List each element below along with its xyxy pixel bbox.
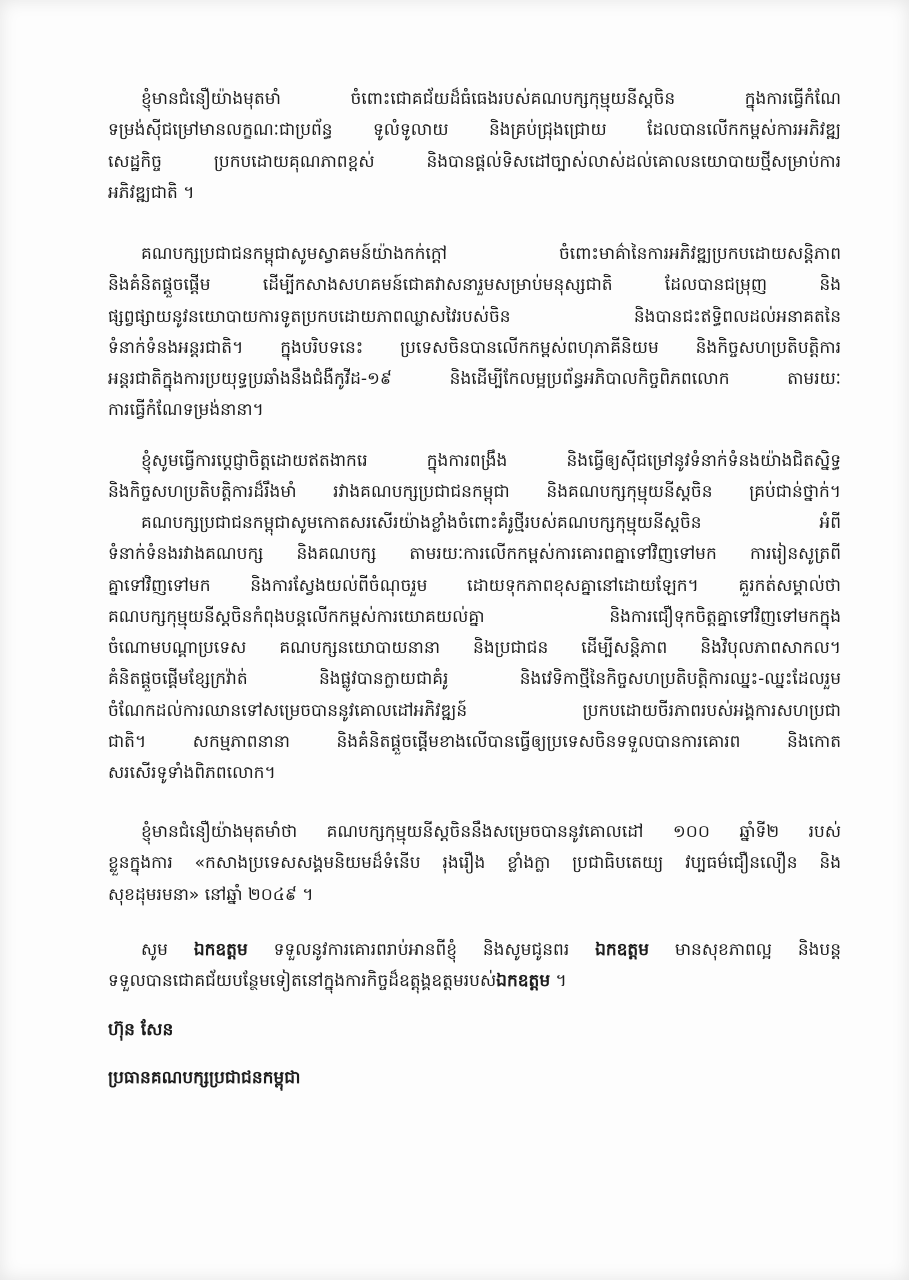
paragraph-2-line-1: គណបក្សប្រជាជនកម្ពុជាសូមស្វាគមន៍យ៉ាងកក់ក្ដៅ ចំពោះមាគ៌ានៃការអភិវឌ្ឍប្រកបដោយសន្តិភាព [141, 244, 841, 264]
paragraph-4-line-8: ជាតិ។ សកម្មភាពនានា និងគំនិតផ្ដួចផ្ដើមខាងលើបានធ្វើឲ្យប្រទេសចិនទទួលបានការគោរព និងកោត [108, 732, 841, 753]
paragraph-5-line-1: ខ្ញុំមានជំនឿយ៉ាងមុតមាំថា គណបក្សកុម្មុយនីស្តចិននឹងសម្រេចបាននូវគោលដៅ ១០០ ឆ្នាំទី២ របស់ [141, 822, 841, 842]
paragraph-4-line-9: សរសើរទូទាំងពិភពលោក។ [108, 763, 276, 784]
closing-paragraph [108, 935, 841, 998]
honorific-excellency: ឯកឧត្តម [193, 940, 248, 960]
paragraph-4-line-3: គ្នាទៅវិញទៅមក និងការស្វែងយល់ពីចំណុចរួម ដោយទុកភាពខុសគ្នានៅដោយឡែក។ គួរកត់សម្គាល់ថា [108, 575, 841, 596]
honorific-excellency: ឯកឧត្តម [595, 940, 650, 960]
paragraph-4-line-6: គំនិតផ្ដួចផ្ដើមខ្សែក្រវ៉ាត់ និងផ្លូវបានក្លាយជាគំរូ និងវេទិកាថ្មីនៃកិច្ចសហប្រតិបត្តិការឈ្នះ-ឈ្នះដែលរួម [108, 669, 841, 690]
honorific-excellency: ឯកឧត្តម [496, 971, 551, 992]
paragraph-4-line-7: ចំណែកដល់ការឈានទៅសម្រេចបាននូវគោលដៅអភិវឌ្ឍន៍ ប្រកបដោយចីរភាពរបស់អង្គការសហប្រជា [108, 700, 841, 721]
paragraph-4-line-1: គណបក្សប្រជាជនកម្ពុជាសូមកោតសរសើរយ៉ាងខ្លាំងចំពោះគំរូថ្មីរបស់គណបក្សកុម្មុយនីស្តចិន អំពី [141, 513, 841, 533]
closing-line-2-text-1: ទទួលបានជោគជ័យបន្ថែមទៀតនៅក្នុងការកិច្ចដ៏ឧត្តុង្គឧត្តមរបស់ [108, 971, 497, 992]
signature-title: ប្រធានគណបក្សប្រជាជនកម្ពុជា [108, 1068, 301, 1088]
paragraph-2-line-5: អន្តរជាតិក្នុងការប្រយុទ្ធប្រឆាំងនឹងជំងឺកូវីដ-១៩ និងដើម្បីកែលម្អប្រព័ន្ធអភិបាលកិច្ចពិភពលោក តាមរយៈ [108, 369, 841, 390]
paragraph-1 [108, 84, 841, 209]
closing-line-1 [108, 935, 841, 966]
paragraph-3-line-2: និងកិច្ចសហប្រតិបត្តិការដ៏រឹងមាំ រវាងគណបក្សប្រជាជនកម្ពុជា និងគណបក្សកុម្មុយនីស្តចិន គ្រប់ជាន់ថ្នាក់។ [108, 482, 841, 503]
paragraph-4-line-4: គណបក្សកុម្មុយនីស្តចិនកំពុងបន្តលើកកម្ពស់ការយោគយល់គ្នា និងការជឿទុកចិត្តគ្នាទៅវិញទៅមកក្នុង [108, 606, 841, 627]
paragraph-5 [108, 817, 841, 911]
paragraph-1-line-2: ទម្រង់ស៊ីជម្រៅមានលក្ខណៈជាប្រព័ន្ធ ទូលំទូលាយ និងគ្រប់ជ្រុងជ្រោយ ដែលបានលើកកម្ពស់ការអភិវឌ្ឍ [108, 120, 841, 141]
closing-line-1-text-3: មានសុខភាពល្អ និងបន្ត [649, 940, 841, 960]
paragraph-2-line-6: ការធ្វើកំណែទម្រង់នានា។ [108, 400, 264, 421]
paragraph-1-line-4: អភិវឌ្ឍជាតិ ។ [108, 182, 195, 203]
paragraph-2 [108, 239, 841, 427]
paragraph-2-line-4: ទំនាក់ទំនងអន្តរជាតិ។ ក្នុងបរិបទនេះ ប្រទេសចិនបានលើកកម្ពស់ពហុភាគីនិយម និងកិច្ចសហប្រតិបត្តិការ [108, 337, 841, 358]
signature-name: ហ៊ុន សែន [108, 1020, 174, 1040]
paragraph-5-line-2: ខ្លួនក្នុងការ «កសាងប្រទេសសង្គមនិយមដ៏ទំនើប រុងរឿង ខ្លាំងក្លា ប្រជាធិបតេយ្យ វប្បធម៌ជឿនលឿន និង [108, 853, 841, 874]
paragraph-1-line-3: សេដ្ឋកិច្ច ប្រកបដោយគុណភាពខ្ពស់ និងបានផ្ដល់ទិសដៅច្បាស់លាស់ដល់គោលនយោបាយថ្មីសម្រាប់ការ [108, 151, 841, 172]
closing-line-1-text-2: ទទួលនូវការគោរពរាប់អានពីខ្ញុំ និងសូមជូនពរ [247, 940, 596, 960]
paragraph-4-line-2: ទំនាក់ទំនងរវាងគណបក្ស និងគណបក្ស តាមរយៈការលើកកម្ពស់ការគោរពគ្នាទៅវិញទៅមក ការរៀនសូត្រពី [108, 544, 841, 565]
paragraph-3 [108, 446, 841, 509]
paragraph-5-line-3: សុខដុមរមនា» នៅឆ្នាំ ២០៤៩ ។ [108, 884, 314, 905]
paragraph-2-line-3: ផ្សព្វផ្សាយនូវនយោបាយការទូតប្រកបដោយភាពឈ្លាសវៃរបស់ចិន និងបានជះឥទ្ធិពលដល់អនាគតនៃ [108, 306, 841, 327]
paragraph-2-line-2: និងគំនិតផ្ដួចផ្ដើម ដើម្បីកសាងសហគមន៍ជោគវាសនារួមសម្រាប់មនុស្សជាតិ ដែលបានជម្រុញ និង [108, 275, 841, 296]
paragraph-3-line-1: ខ្ញុំសូមធ្វើការប្ដេជ្ញាចិត្តដោយឥតងាករេ ក្នុងការពង្រឹង និងធ្វើឲ្យស៊ីជម្រៅនូវទំនាក់ទំនងយ៉ាងជិតស្និទ្ធ [141, 451, 841, 471]
closing-line-2-text-2: ។ [550, 971, 567, 992]
paragraph-1-line-1: ខ្ញុំមានជំនឿយ៉ាងមុតមាំ ចំពោះជោគជ័យដ៏ធំធេងរបស់គណបក្សកុម្មុយនីស្តចិន ក្នុងការធ្វើកំណែ [141, 89, 841, 109]
closing-line-1-text-1: សូម [141, 940, 194, 960]
closing-line-2 [108, 966, 841, 997]
paragraph-4-line-5: ចំណោមបណ្ដាប្រទេស គណបក្សនយោបាយនានា និងប្រជាជន ដើម្បីសន្តិភាព និងវិបុលភាពសាកល។ [108, 638, 841, 659]
paragraph-4 [108, 508, 841, 790]
